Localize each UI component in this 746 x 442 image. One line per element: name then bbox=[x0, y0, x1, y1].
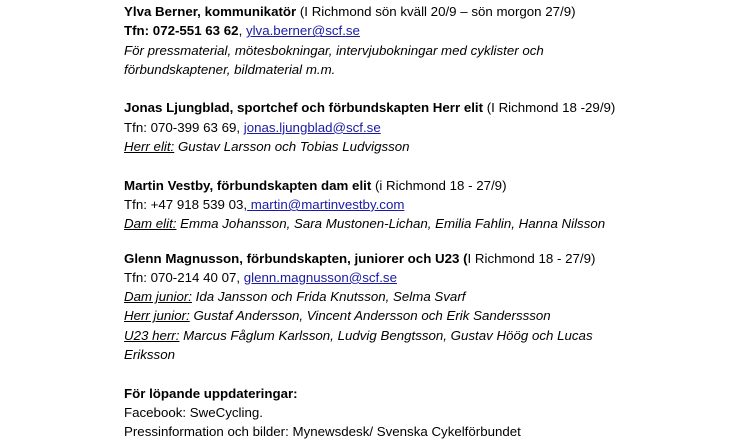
team-members: Gustav Larsson och Tobias Ludvigsson bbox=[174, 139, 410, 155]
team-members: Ida Jansson och Frida Knutsson, Selma Svarf bbox=[191, 289, 466, 305]
email-link[interactable]: jonas.ljungblad@scf.se bbox=[243, 119, 381, 135]
team-members: Eriksson bbox=[124, 347, 175, 363]
team-line bbox=[124, 345, 734, 364]
contact-phone-line bbox=[124, 118, 734, 137]
contact-name: Ylva Berner, kommunikatör bbox=[124, 4, 297, 19]
press-info-line: Pressinformation och bilder: Mynewsdesk/ Svenska Cykelförbundet bbox=[124, 424, 521, 440]
contact-header bbox=[124, 98, 734, 117]
team-line bbox=[124, 287, 734, 306]
email-link[interactable]: ylva.berner@scf.se bbox=[245, 23, 360, 39]
team-label: Dam junior: bbox=[124, 289, 192, 305]
contact-availability: (i Richmond 18 - 27/9) bbox=[371, 177, 507, 193]
team-label: U23 herr: bbox=[124, 327, 180, 343]
team-line bbox=[124, 214, 734, 233]
contact-availability: (I Richmond sön kväll 20/9 – sön morgon 27/9) bbox=[296, 4, 576, 19]
team-label: Herr elit: bbox=[124, 139, 175, 155]
contact-phone-line bbox=[124, 195, 734, 214]
contact-name: Jonas Ljungblad, sportchef och förbundskapten Herr elit bbox=[124, 100, 484, 116]
updates-heading: För löpande uppdateringar: bbox=[124, 385, 298, 401]
contact-availability: I Richmond 18 - 27/9) bbox=[467, 250, 596, 266]
press-contacts-document bbox=[124, 2, 734, 442]
team-line bbox=[124, 306, 734, 325]
contact-availability: (I Richmond 18 -29/9) bbox=[483, 100, 616, 116]
contact-phone: Tfn: +47 918 539 03, bbox=[124, 196, 248, 212]
contact-description: För pressmaterial, mötesbokningar, intervjubokningar med cyklister och bbox=[124, 42, 544, 58]
team-line bbox=[124, 137, 734, 156]
contact-phone: Tfn: 070-214 40 07, bbox=[124, 269, 244, 285]
contact-phone: Tfn: 070-399 63 69, bbox=[124, 119, 244, 135]
contact-description: förbundskaptener, bildmaterial m.m. bbox=[124, 61, 336, 77]
facebook-line: Facebook: SweCycling. bbox=[124, 404, 263, 420]
team-members: Gustaf Andersson, Vincent Andersson och Erik Sanderssson bbox=[189, 308, 551, 324]
contact-phone-line: Tfn: 072-551 63 62, ylva.berner@scf.se bbox=[124, 23, 360, 39]
email-link[interactable]: glenn.magnusson@scf.se bbox=[243, 269, 397, 285]
contact-header bbox=[124, 2, 734, 21]
contact-phone: Tfn: 072-551 63 62 bbox=[124, 23, 239, 39]
team-members: Marcus Fåglum Karlsson, Ludvig Bengtsson, Gustav Höög och Lucas bbox=[179, 327, 593, 343]
team-label: Dam elit: bbox=[124, 216, 177, 232]
team-members: Emma Johansson, Sara Mustonen-Lichan, Emilia Fahlin, Hanna Nilsson bbox=[176, 216, 606, 232]
contact-header bbox=[124, 249, 734, 268]
contact-name: Glenn Magnusson, förbundskapten, juniorer och U23 ( bbox=[124, 250, 468, 266]
team-line bbox=[124, 326, 734, 345]
contact-phone-line bbox=[124, 268, 734, 287]
contact-name: Martin Vestby, förbundskapten dam elit bbox=[124, 177, 372, 193]
email-link[interactable]: martin@martinvestby.com bbox=[247, 196, 405, 212]
contact-header bbox=[124, 176, 734, 195]
team-label: Herr junior: bbox=[124, 308, 190, 324]
